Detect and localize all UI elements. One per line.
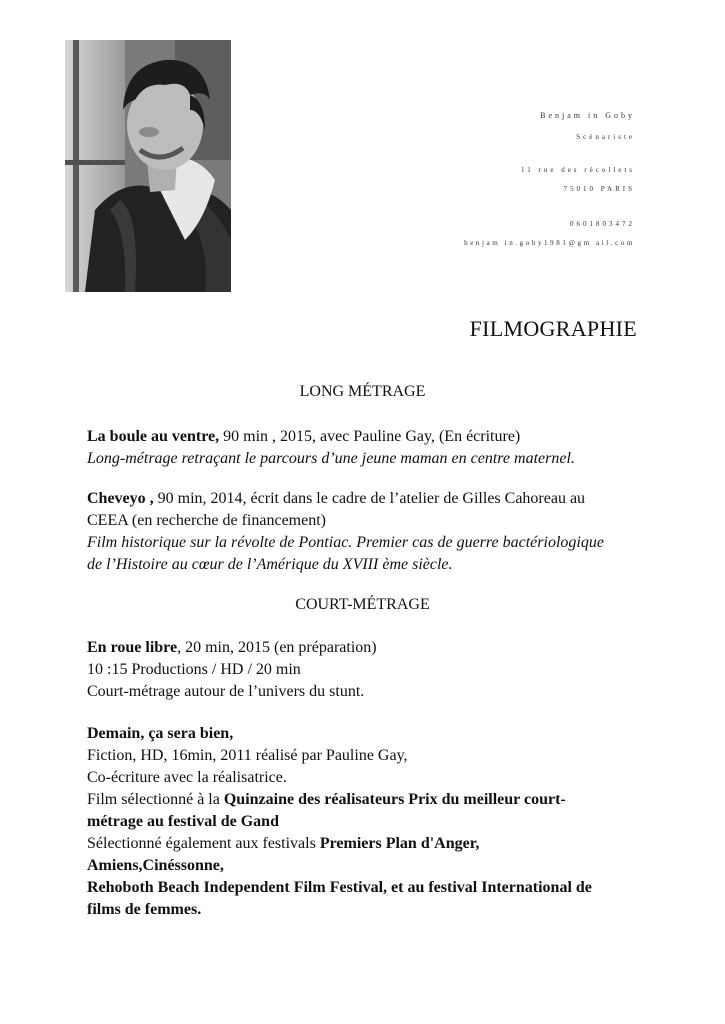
entry-details: Fiction, HD, 16min, 2011 réalisé par Pauline Gay, (87, 747, 408, 764)
contact-role: Scénariste (576, 133, 635, 141)
entry-details: 90 min, 2014, écrit dans le cadre de l’atelier de Gilles Cahoreau au (153, 490, 586, 507)
entry-selection-award-continued: métrage au festival de Gand (87, 813, 279, 830)
entry-synopsis: Film historique sur la révolte de Pontiac. Premier cas de guerre bactériologique (87, 534, 604, 551)
entry-details: 90 min , 2015, avec Pauline Gay, (En écriture) (219, 428, 521, 445)
entry-production: 10 :15 Productions / HD / 20 min (87, 661, 301, 678)
portrait-photo (65, 40, 231, 292)
contact-address-line2: 75010 PARIS (563, 185, 635, 193)
filmography-entry (87, 637, 647, 703)
entry-festivals-continued: films de femmes. (87, 901, 202, 918)
page-title: FILMOGRAPHIE (469, 316, 637, 341)
entry-selection-award: Quinzaine des réalisateurs Prix du meilleur court- (223, 791, 566, 808)
entry-title: La boule au ventre, (87, 428, 220, 445)
portrait-illustration (65, 40, 231, 292)
filmography-entry (87, 488, 647, 576)
entry-title: En roue libre (87, 639, 178, 656)
entry-cowriting: Co-écriture avec la réalisatrice. (87, 769, 287, 786)
contact-address-line1: 11 rue des récollets (521, 166, 635, 174)
contact-block (375, 112, 635, 247)
entry-title: Cheveyo , (87, 490, 154, 507)
filmography-entry (87, 426, 647, 470)
entry-synopsis: Court-métrage autour de l’univers du stunt. (87, 683, 365, 700)
section-heading-court-metrage: COURT-MÉTRAGE (295, 596, 430, 613)
entry-synopsis: Long-métrage retraçant le parcours d’une jeune maman en centre maternel. (87, 450, 575, 467)
section-heading-long-metrage: LONG MÉTRAGE (299, 383, 426, 400)
entry-details-continued: CEEA (en recherche de financement) (87, 512, 326, 529)
contact-email: benjam in.goby1981@gm ail.com (464, 239, 635, 247)
entry-synopsis-continued: de l’Histoire au cœur de l’Amérique du XVIII ème siècle. (87, 556, 453, 573)
entry-selection-text: Film sélectionné à la (87, 791, 224, 808)
filmography-entry (87, 723, 647, 921)
contact-phone: 0601803472 (570, 220, 635, 228)
entry-festivals-continued: Amiens,Cinéssonne, (87, 857, 224, 874)
entry-festivals: Premiers Plan d'Anger, (319, 835, 480, 852)
entry-festivals-continued: Rehoboth Beach Independent Film Festival, et au festival International de (87, 879, 592, 896)
entry-title: Demain, ça sera bien, (87, 725, 234, 742)
entry-details: , 20 min, 2015 (en préparation) (177, 639, 377, 656)
contact-name: Benjam in Goby (540, 111, 635, 120)
entry-festivals-text: Sélectionné également aux festivals (87, 835, 320, 852)
